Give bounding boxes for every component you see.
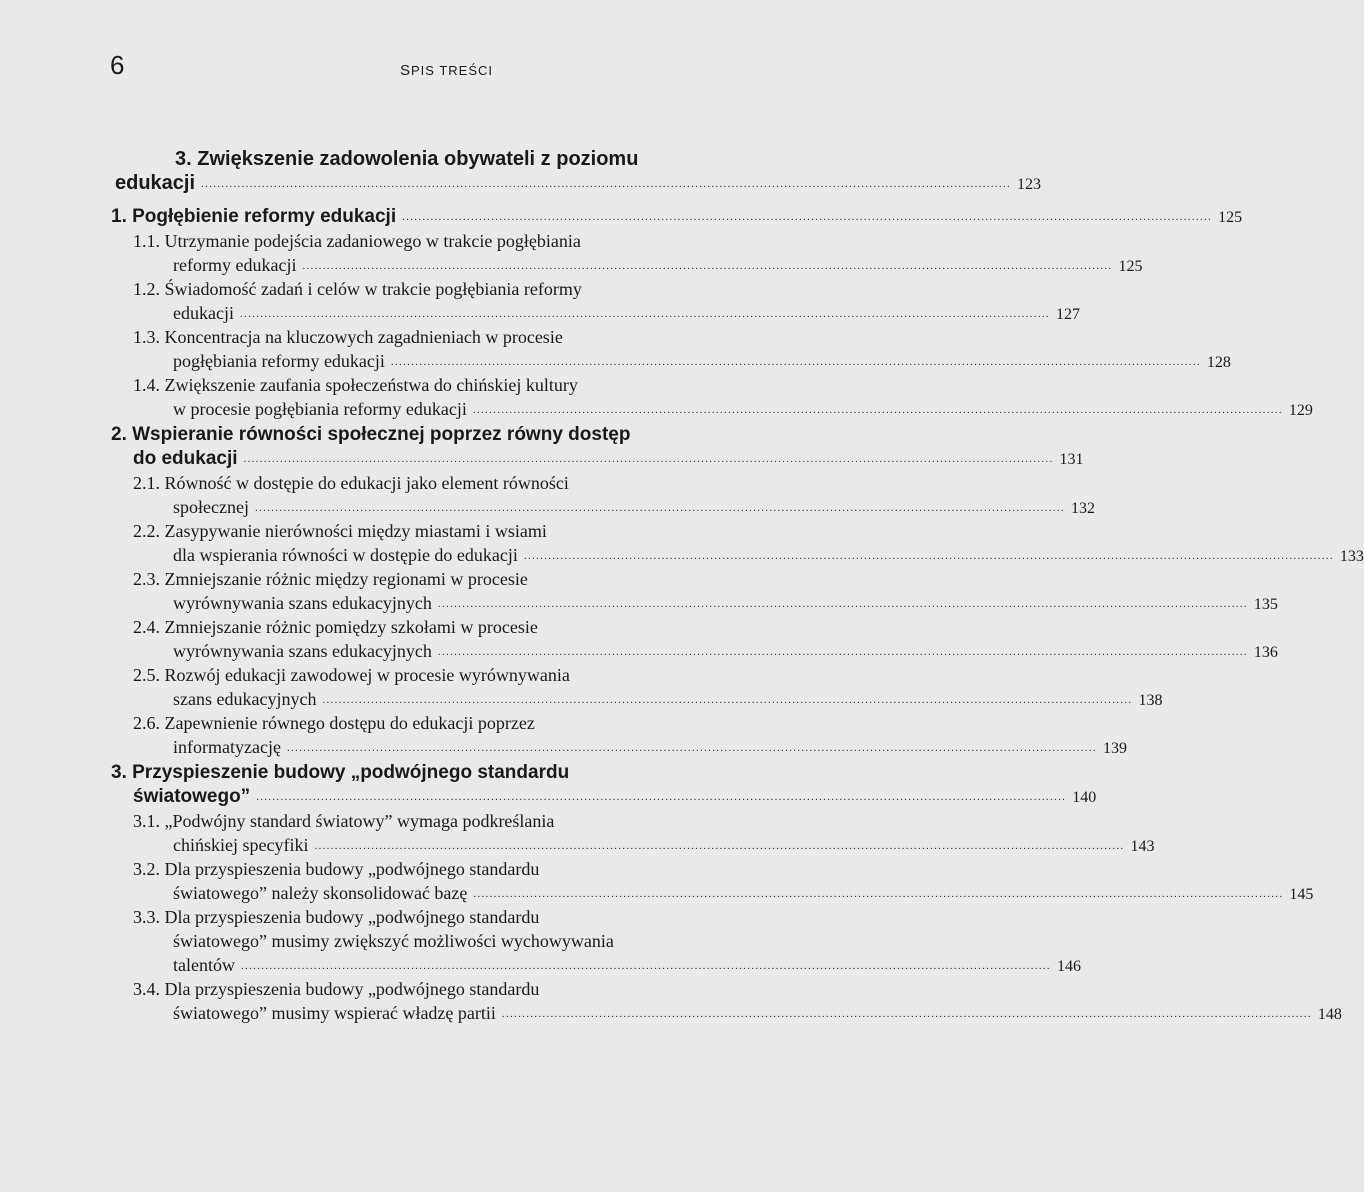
toc-entry-text: wyrównywania szans edukacyjnych bbox=[173, 593, 432, 613]
toc-page-number: 139 bbox=[1102, 740, 1127, 757]
dot-leader: ........................................................................................................................................................................................................ bbox=[523, 550, 1334, 562]
toc-page-number: 140 bbox=[1072, 789, 1097, 806]
toc-entry-text: talentów bbox=[173, 955, 235, 975]
dot-leader: ........................................................................................................................................................................................................ bbox=[243, 453, 1054, 465]
toc-page-number: 128 bbox=[1206, 354, 1231, 371]
toc-page-number: 133 bbox=[1339, 548, 1364, 565]
running-header-initial: S bbox=[400, 62, 412, 79]
toc-page-number: 132 bbox=[1070, 500, 1095, 517]
toc-entry-text: 3.4. Dla przyspieszenia budowy „podwójnego standardu bbox=[133, 979, 540, 999]
toc-entry-text: informatyzację bbox=[173, 737, 281, 757]
running-header bbox=[400, 62, 493, 79]
dot-leader: ........................................................................................................................................................................................................ bbox=[239, 308, 1050, 320]
toc-entry-text: do edukacji bbox=[133, 448, 238, 469]
toc-entry-text: 3.2. Dla przyspieszenia budowy „podwójnego standardu bbox=[133, 859, 540, 879]
toc-entry-text: światowego” bbox=[133, 786, 251, 807]
toc-entry-text: reformy edukacji bbox=[173, 255, 297, 275]
toc-page-number: 136 bbox=[1253, 644, 1278, 661]
toc-entry-text: 1.3. Koncentracja na kluczowych zagadnieniach w procesie bbox=[133, 327, 563, 347]
toc-entry-text: 3. Zwiększenie zadowolenia obywateli z poziomu bbox=[175, 148, 639, 170]
dot-leader: ........................................................................................................................................................................................................ bbox=[302, 260, 1113, 272]
running-header-rest: PIS TREŚCI bbox=[411, 63, 494, 78]
dot-leader: ........................................................................................................................................................................................................ bbox=[437, 646, 1248, 658]
toc-entry-text: 1.4. Zwiększenie zaufania społeczeństwa do chińskiej kultury bbox=[133, 375, 578, 395]
dot-leader: ........................................................................................................................................................................................................ bbox=[256, 791, 1067, 803]
toc-page-number: 145 bbox=[1289, 886, 1314, 903]
toc-entry-text: 2.1. Równość w dostępie do edukacji jako element równości bbox=[133, 473, 569, 493]
toc-entry-text: 1.1. Utrzymanie podejścia zadaniowego w trakcie pogłębiania bbox=[133, 231, 581, 251]
dot-leader: ........................................................................................................................................................................................................ bbox=[286, 742, 1097, 754]
toc-page-number: 138 bbox=[1138, 692, 1163, 709]
toc-page-number: 129 bbox=[1288, 402, 1313, 419]
toc-page-number: 146 bbox=[1056, 958, 1081, 975]
dot-leader: ........................................................................................................................................................................................................ bbox=[240, 960, 1051, 972]
toc-page-number: 131 bbox=[1059, 451, 1084, 468]
toc-page-number: 135 bbox=[1253, 596, 1278, 613]
toc-page-number: 125 bbox=[1118, 258, 1143, 275]
dot-leader: ........................................................................................................................................................................................................ bbox=[314, 840, 1125, 852]
toc-entry-text: 3.3. Dla przyspieszenia budowy „podwójnego standardu bbox=[133, 907, 540, 927]
toc-page-number: 127 bbox=[1055, 306, 1080, 323]
dot-leader: ........................................................................................................................................................................................................ bbox=[472, 404, 1283, 416]
dot-leader: ........................................................................................................................................................................................................ bbox=[501, 1008, 1312, 1020]
dot-leader: ........................................................................................................................................................................................................ bbox=[201, 178, 1012, 190]
toc-entry-text: edukacji bbox=[173, 303, 234, 323]
toc-entry-text: 1. Pogłębienie reformy edukacji bbox=[111, 206, 397, 227]
dot-leader: ........................................................................................................................................................................................................ bbox=[322, 694, 1133, 706]
toc-page-number: 123 bbox=[1017, 176, 1042, 193]
dot-leader: ........................................................................................................................................................................................................ bbox=[390, 356, 1201, 368]
toc-entry-text: 2.3. Zmniejszanie różnic między regionami w procesie bbox=[133, 569, 528, 589]
toc-entry-text: 2.2. Zasypywanie nierówności między miastami i wsiami bbox=[133, 521, 547, 541]
toc-entry-text: 2.4. Zmniejszanie różnic pomiędzy szkołami w procesie bbox=[133, 617, 538, 637]
toc-entry-text: edukacji bbox=[115, 172, 196, 194]
toc-entry-text: wyrównywania szans edukacyjnych bbox=[173, 641, 432, 661]
toc-entry-text: światowego” musimy zwiększyć możliwości wychowywania bbox=[173, 931, 614, 951]
toc-entry-text: w procesie pogłębiania reformy edukacji bbox=[173, 399, 467, 419]
toc-entry-text: pogłębiania reformy edukacji bbox=[173, 351, 385, 371]
toc-entry-text: 2. Wspieranie równości społecznej poprzez równy dostęp bbox=[111, 424, 631, 445]
toc-page-number: 125 bbox=[1218, 209, 1243, 226]
toc-entry-text: 2.6. Zapewnienie równego dostępu do edukacji poprzez bbox=[133, 713, 535, 733]
dot-leader: ........................................................................................................................................................................................................ bbox=[437, 598, 1248, 610]
toc-entry-text: światowego” należy skonsolidować bazę bbox=[173, 883, 468, 903]
page-number: 6 bbox=[110, 50, 125, 80]
dot-leader: ........................................................................................................................................................................................................ bbox=[473, 888, 1284, 900]
toc-entry-text: 2.5. Rozwój edukacji zawodowej w procesie wyrównywania bbox=[133, 665, 570, 685]
toc-page-number: 148 bbox=[1317, 1006, 1342, 1023]
toc-entry-text: dla wspierania równości w dostępie do edukacji bbox=[173, 545, 518, 565]
dot-leader: ........................................................................................................................................................................................................ bbox=[402, 211, 1213, 223]
toc-entry-text: światowego” musimy wspierać władzę partii bbox=[173, 1003, 496, 1023]
toc-entry-text: 3.1. „Podwójny standard światowy” wymaga podkreślania bbox=[133, 811, 555, 831]
toc-entry-text: 3. Przyspieszenie budowy „podwójnego standardu bbox=[111, 762, 570, 783]
dot-leader: ........................................................................................................................................................................................................ bbox=[254, 502, 1065, 514]
toc-entry-text: społecznej bbox=[173, 497, 249, 517]
toc-entry-text: szans edukacyjnych bbox=[173, 689, 317, 709]
toc-entry-text: chińskiej specyfiki bbox=[173, 835, 309, 855]
toc-page-number: 143 bbox=[1130, 838, 1155, 855]
toc-entry-text: 1.2. Świadomość zadań i celów w trakcie pogłębiania reformy bbox=[133, 279, 582, 299]
